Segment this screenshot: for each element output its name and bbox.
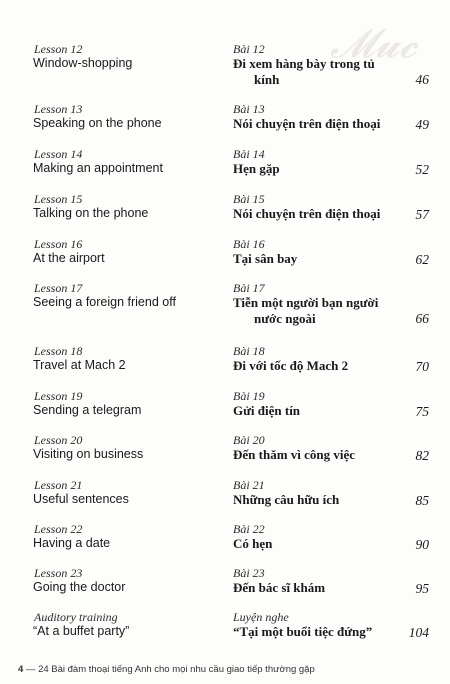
entry-vi-title-line: nước ngoài — [254, 311, 316, 326]
entry-vi-kicker: Bài 18 — [233, 344, 265, 358]
entry-page-number: 46 — [415, 72, 429, 87]
entry-en-title: Making an appointment — [33, 161, 163, 175]
entry-vi-title — [233, 116, 403, 132]
entry-en-kicker: Lesson 23 — [34, 566, 83, 580]
entry-vi-kicker: Bài 19 — [233, 389, 265, 403]
entry-page-number: 104 — [408, 625, 429, 640]
entry-en-kicker: Lesson 20 — [34, 433, 83, 447]
entry-vi-kicker: Bài 20 — [233, 433, 265, 447]
entry-vi-title-line: Gửi điện tín — [233, 403, 301, 418]
entry-vi-title — [233, 447, 403, 463]
entry-vi-kicker: Bài 12 — [233, 42, 265, 56]
entry-page-number: 52 — [415, 162, 429, 177]
page-footer — [18, 664, 315, 675]
entry-vi-kicker: Luyện nghe — [233, 610, 289, 624]
entry-vi-title — [233, 536, 403, 552]
entry-en-title: Travel at Mach 2 — [33, 358, 126, 372]
entry-vi-title-line: “Tại một buổi tiệc đứng” — [233, 624, 373, 639]
entry-vi-title — [233, 251, 403, 267]
entry-vi-kicker: Bài 13 — [233, 102, 265, 116]
entry-en-title: Window-shopping — [33, 56, 133, 70]
entry-en-title: Having a date — [33, 536, 111, 550]
entry-en-kicker: Lesson 19 — [34, 389, 83, 403]
entry-vi-title — [233, 492, 403, 508]
entry-vi-title-line: Tiễn một người bạn người — [233, 295, 379, 310]
faded-heading-watermark: 𝓜𝓾𝓬 — [330, 21, 418, 66]
footer-page-number: 4 — [18, 664, 24, 675]
entry-vi-title — [233, 580, 403, 596]
entry-en-kicker: Lesson 21 — [34, 478, 83, 492]
entry-page-number: 62 — [415, 252, 429, 267]
entry-page-number: 70 — [415, 359, 429, 374]
entry-vi-title — [233, 161, 403, 177]
entry-vi-title-line: Đi với tốc độ Mach 2 — [233, 358, 349, 373]
entry-en-title: Sending a telegram — [33, 403, 142, 417]
entry-vi-title-line: Hẹn gặp — [233, 161, 280, 176]
entry-en-title: Seeing a foreign friend off — [33, 295, 176, 309]
entry-en-title: Talking on the phone — [33, 206, 149, 220]
entry-vi-kicker: Bài 16 — [233, 237, 265, 251]
entry-en-title: Useful sentences — [33, 492, 129, 506]
entry-en-title: Visiting on business — [33, 447, 144, 461]
footer-book-title: — 24 Bài đàm thoại tiếng Anh cho mọi nhu cầu giao tiếp thường gặp — [25, 664, 315, 675]
entry-page-number: 49 — [415, 117, 429, 132]
entry-page-number: 82 — [415, 448, 429, 463]
entry-vi-title-line: Nói chuyện trên điện thoại — [233, 206, 381, 221]
entry-vi-title-line: Những câu hữu ích — [233, 492, 340, 507]
entry-page-number: 95 — [415, 581, 429, 596]
entry-vi-title-line: kính — [254, 72, 280, 87]
entry-page-number: 90 — [415, 537, 429, 552]
entry-vi-title-line: Tại sân bay — [233, 251, 298, 266]
entry-vi-title-line: Đi xem hàng bày trong tủ — [233, 56, 375, 71]
entry-en-title: Going the doctor — [33, 580, 126, 594]
entry-vi-kicker: Bài 15 — [233, 192, 265, 206]
entry-page-number: 75 — [415, 404, 429, 419]
entry-en-kicker: Lesson 16 — [34, 237, 83, 251]
entry-vi-title-line: Nói chuyện trên điện thoại — [233, 116, 381, 131]
entry-vi-kicker: Bài 22 — [233, 522, 265, 536]
entry-vi-title-line: Đến bác sĩ khám — [233, 580, 326, 595]
entry-en-kicker: Lesson 17 — [34, 281, 83, 295]
entry-vi-kicker: Bài 17 — [233, 281, 265, 295]
entry-page-number: 57 — [415, 207, 429, 222]
entry-vi-title — [233, 403, 403, 419]
entry-vi-title — [233, 358, 403, 374]
entry-en-kicker: Lesson 15 — [34, 192, 83, 206]
entry-en-title: “At a buffet party” — [33, 624, 130, 638]
entry-en-kicker: Auditory training — [34, 610, 118, 624]
entry-page-number: 66 — [415, 311, 429, 326]
entry-en-kicker: Lesson 12 — [34, 42, 83, 56]
entry-en-title: Speaking on the phone — [33, 116, 162, 130]
entry-en-kicker: Lesson 18 — [34, 344, 83, 358]
entry-vi-kicker: Bài 21 — [233, 478, 265, 492]
entry-vi-kicker: Bài 23 — [233, 566, 265, 580]
entry-en-kicker: Lesson 13 — [34, 102, 83, 116]
entry-vi-kicker: Bài 14 — [233, 147, 265, 161]
entry-vi-title — [233, 295, 403, 327]
entry-vi-title-line: Có hẹn — [233, 536, 273, 551]
entry-en-kicker: Lesson 22 — [34, 522, 83, 536]
entry-en-kicker: Lesson 14 — [34, 147, 83, 161]
entry-en-title: At the airport — [33, 251, 105, 265]
entry-vi-title — [233, 206, 403, 222]
entry-vi-title — [233, 624, 403, 640]
entry-vi-title-line: Đến thăm vì công việc — [233, 447, 356, 462]
entry-vi-title — [233, 56, 403, 88]
entry-page-number: 85 — [415, 493, 429, 508]
